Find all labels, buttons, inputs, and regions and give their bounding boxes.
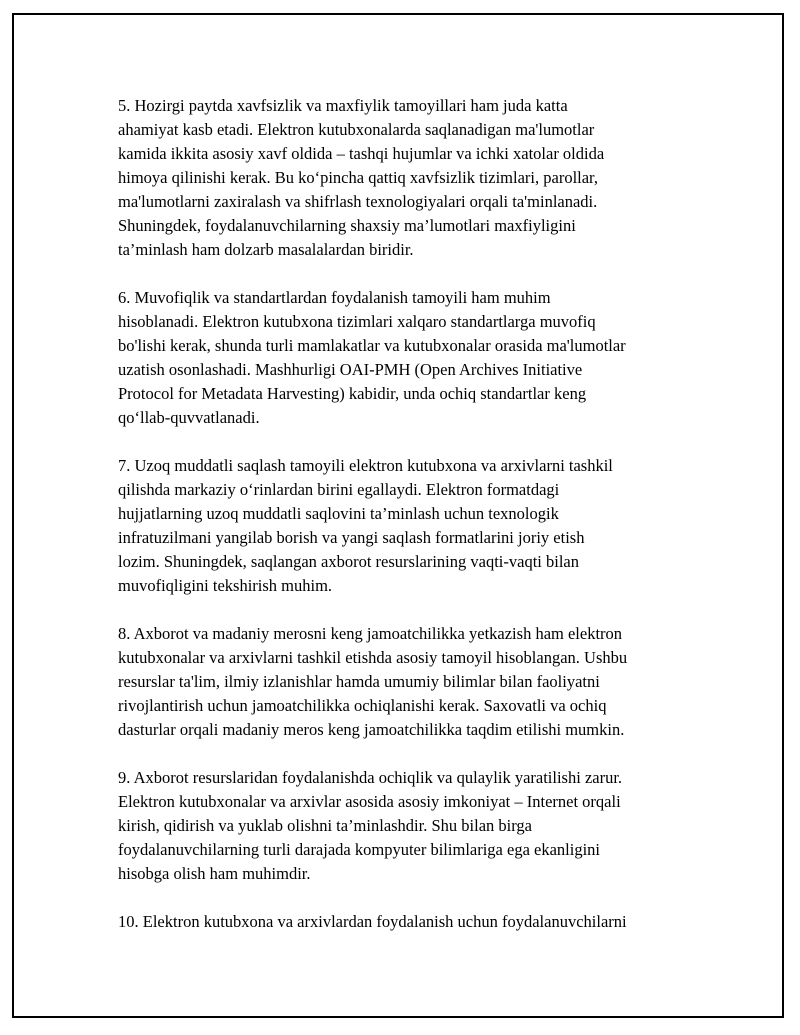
text-line: uzatish osonlashadi. Mashhurligi OAI-PMH (Open Archives Initiative [118,360,583,379]
text-line: 5. Hozirgi paytda xavfsizlik va maxfiylik tamoyillari ham juda katta [118,96,568,115]
text-line: rivojlantirish uchun jamoatchilikka ochiqlanishi kerak. Saxovatli va ochiq [118,696,607,715]
text-line: Shuningdek, foydalanuvchilarning shaxsiy ma’lumotlari maxfiyligini [118,216,576,235]
paragraph-8 [118,622,718,742]
text-line: Protocol for Metadata Harvesting) kabidir, unda ochiq standartlar keng [118,384,587,403]
text-line: hisoblanadi. Elektron kutubxona tizimlari xalqaro standartlarga muvofiq [118,312,596,331]
text-line: ma'lumotlarni zaxiralash va shifrlash texnologiyalari orqali ta'minlanadi. [118,192,598,211]
text-line: lozim. Shuningdek, saqlangan axborot resurslarining vaqti-vaqti bilan [118,552,579,571]
document-body [118,94,718,958]
text-line: bo'lishi kerak, shunda turli mamlakatlar va kutubxonalar orasida ma'lumotlar [118,336,626,355]
text-line: 6. Muvofiqlik va standartlardan foydalanish tamoyili ham muhim [118,288,551,307]
text-line: resurslar ta'lim, ilmiy izlanishlar hamda umumiy bilimlar bilan faoliyatni [118,672,600,691]
text-line: 7. Uzoq muddatli saqlash tamoyili elektron kutubxona va arxivlarni tashkil [118,456,613,475]
paragraph-5 [118,94,718,262]
text-line: 8. Axborot va madaniy merosni keng jamoatchilikka yetkazish ham elektron [118,624,623,643]
text-line: infratuzilmani yangilab borish va yangi saqlash formatlarini joriy etish [118,528,585,547]
text-line: qoʻllab-quvvatlanadi. [118,408,260,427]
text-line: foydalanuvchilarning turli darajada kompyuter bilimlariga ega ekanligini [118,840,601,859]
text-line: hisobga olish ham muhimdir. [118,864,311,883]
text-line: ta’minlash ham dolzarb masalalardan biridir. [118,240,414,259]
text-line: himoya qilinishi kerak. Bu koʻpincha qattiq xavfsizlik tizimlari, parollar, [118,168,599,187]
paragraph-9 [118,766,718,886]
text-line: Elektron kutubxonalar va arxivlar asosida asosiy imkoniyat – Internet orqali [118,792,621,811]
paragraph-7 [118,454,718,598]
text-line: kutubxonalar va arxivlarni tashkil etishda asosiy tamoyil hisoblangan. Ushbu [118,648,628,667]
text-line: kamida ikkita asosiy xavf oldida – tashqi hujumlar va ichki xatolar oldida [118,144,605,163]
paragraph-10 [118,910,718,934]
text-line: qilishda markaziy oʻrinlardan birini egallaydi. Elektron formatdagi [118,480,560,499]
text-line: 9. Axborot resurslaridan foydalanishda ochiqlik va qulaylik yaratilishi zarur. [118,768,623,787]
text-line: hujjatlarning uzoq muddatli saqlovini ta’minlash uchun texnologik [118,504,559,523]
text-line: ahamiyat kasb etadi. Elektron kutubxonalarda saqlanadigan ma'lumotlar [118,120,595,139]
text-line: dasturlar orqali madaniy meros keng jamoatchilikka taqdim etilishi mumkin. [118,720,625,739]
text-line: muvofiqligini tekshirish muhim. [118,576,333,595]
text-line: 10. Elektron kutubxona va arxivlardan foydalanish uchun foydalanuvchilarni [118,912,627,931]
paragraph-6 [118,286,718,430]
text-line: kirish, qidirish va yuklab olishni ta’minlashdir. Shu bilan birga [118,816,532,835]
